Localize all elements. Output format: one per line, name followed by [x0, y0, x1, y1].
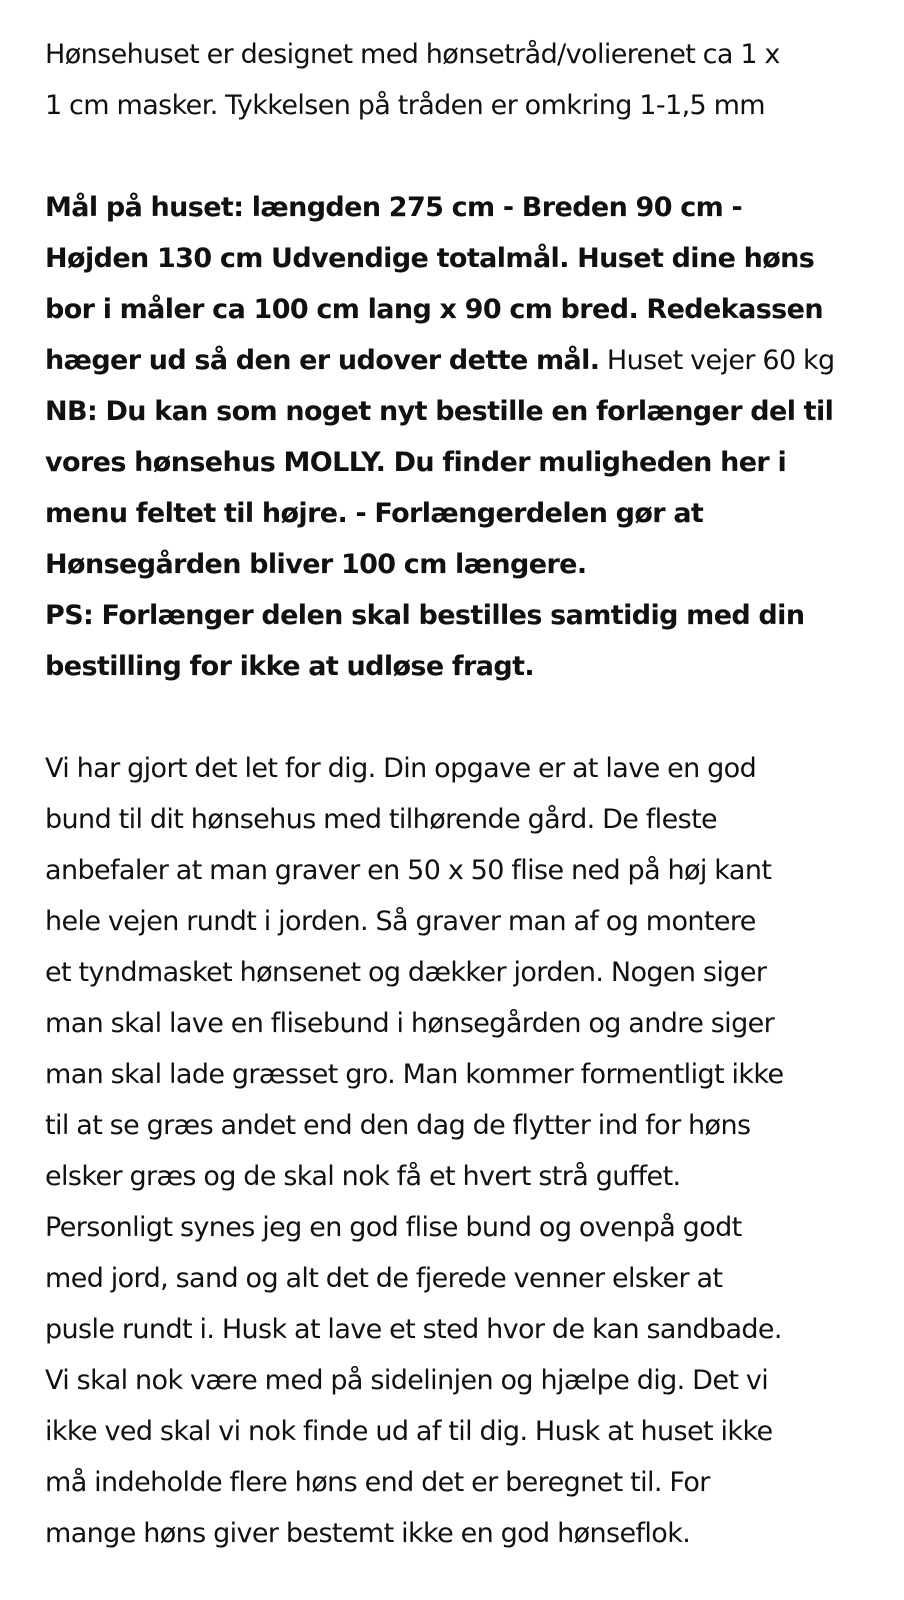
- advice-line: Vi har gjort det let for dig. Din opgave er at lave en god: [45, 753, 757, 784]
- advice-line: ikke ved skal vi nok finde ud af til dig. Husk at huset ikke: [45, 1416, 773, 1447]
- advice-line: hele vejen rundt i jorden. Så graver man af og montere: [45, 906, 756, 937]
- dimensions-line: Mål på huset: længden 275 cm - Breden 90 cm -: [45, 192, 743, 223]
- advice-line: man skal lave en flisebund i hønsegården og andre siger: [45, 1008, 775, 1039]
- advice-line: man skal lade græsset gro. Man kommer formentligt ikke: [45, 1059, 784, 1090]
- extension-note-line: vores hønsehus MOLLY. Du finder muligheden her i: [45, 447, 787, 478]
- advice-line: Personligt synes jeg en god flise bund og ovenpå godt: [45, 1212, 742, 1243]
- advice-line: må indeholde flere høns end det er beregnet til. For: [45, 1467, 710, 1498]
- extension-note-line: Hønsegården bliver 100 cm længere.: [45, 549, 587, 580]
- advice-line: med jord, sand og alt det de fjerede venner elsker at: [45, 1263, 723, 1294]
- advice-line: bund til dit hønsehus med tilhørende gård. De fleste: [45, 804, 718, 835]
- dimensions-line: bor i måler ca 100 cm lang x 90 cm bred. Redekassen: [45, 294, 823, 325]
- intro-line: 1 cm masker. Tykkelsen på tråden er omkring 1-1,5 mm: [45, 90, 766, 121]
- weight-text: Huset vejer 60 kg: [599, 345, 835, 376]
- advice-line: et tyndmasket hønsenet og dækker jorden. Nogen siger: [45, 957, 767, 988]
- advice-line: til at se græs andet end den dag de flytter ind for høns: [45, 1110, 751, 1141]
- advice-line: pusle rundt i. Husk at lave et sted hvor de kan sandbade.: [45, 1314, 782, 1345]
- ps-note-line: PS: Forlænger delen skal bestilles samtidig med din: [45, 600, 805, 631]
- intro-line: Hønsehuset er designet med hønsetråd/volierenet ca 1 x: [45, 39, 780, 70]
- dimensions-line: hæger ud så den er udover dette mål.: [45, 345, 600, 376]
- description-text: [45, 29, 875, 1559]
- dimensions-paragraph: [45, 182, 875, 692]
- advice-paragraph: [45, 743, 875, 1559]
- extension-note-line: menu feltet til højre. - Forlængerdelen gør at: [45, 498, 704, 529]
- advice-line: mange høns giver bestemt ikke en god hønseflok.: [45, 1518, 691, 1549]
- advice-line: elsker græs og de skal nok få et hvert strå guffet.: [45, 1161, 681, 1192]
- dimensions-line: Højden 130 cm Udvendige totalmål. Huset dine høns: [45, 243, 815, 274]
- advice-line: anbefaler at man graver en 50 x 50 flise ned på høj kant: [45, 855, 772, 886]
- ps-note-line: bestilling for ikke at udløse fragt.: [45, 651, 535, 682]
- paragraph-spacer: [45, 131, 875, 182]
- advice-line: Vi skal nok være med på sidelinjen og hjælpe dig. Det vi: [45, 1365, 769, 1396]
- extension-note-line: NB: Du kan som noget nyt bestille en forlænger del til: [45, 396, 834, 427]
- intro-paragraph: [45, 29, 875, 131]
- paragraph-spacer: [45, 692, 875, 743]
